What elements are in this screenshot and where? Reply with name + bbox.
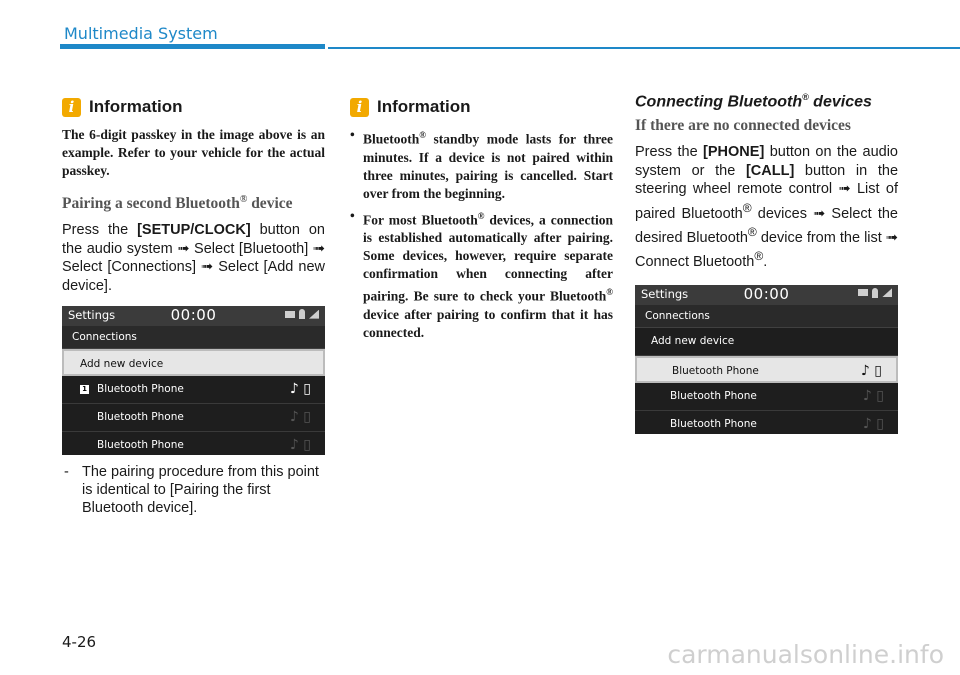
screen-title: Settings [68,308,116,323]
signal-icon [882,288,892,297]
watermark: carmanualsonline.info [667,640,944,669]
music-phone-icon: ♪ ▯ [860,362,882,379]
no-connected-heading: If there are no connected devices [635,117,851,135]
setup-clock-button-label: [SETUP/CLOCK] [137,222,251,239]
status-icons [858,288,892,298]
info-heading [350,96,613,118]
connecting-instructions: Press the [PHONE] button on the audio system or the [CALL] button in the steering wheel remote control ➟ List of paired Bluetooth® devices ➟ Select the desired Bluetooth® device from the list ➟ Connect Bluetooth®. [635,144,899,271]
screen-title: Settings [641,286,689,301]
column-right [635,92,898,434]
bluetooth-icon [872,288,878,298]
column-middle [350,96,613,346]
device-list-item[interactable]: Bluetooth Phone ♪ ▯ [635,383,898,411]
header-rule-thin [328,47,960,49]
screen-clock: 00:00 [743,284,790,303]
phone-button-label: [PHONE] [703,144,765,161]
music-phone-icon: ♪ ▯ [862,415,884,432]
connections-section: Connections [62,326,325,349]
device-list-item[interactable]: Bluetooth Phone ♪ ▯ [62,404,325,432]
add-new-device-item[interactable]: Add new device [635,328,898,356]
device-list-item[interactable]: 1 Bluetooth Phone ♪ ▯ [62,376,325,404]
music-phone-icon: ♪ ▯ [289,409,311,426]
page-number: 4-26 [62,633,97,651]
bluetooth-icon [299,309,305,319]
connections-section: Connections [635,305,898,328]
call-button-label: [CALL] [745,162,795,179]
bullet-standby: • Bluetooth® standby mode lasts for three minutes. If a device is not paired within three minutes, pairing is cancelled. Start over from the beginning. [350,126,613,203]
info-bullet-list [350,126,613,342]
pairing-second-heading: Pairing a second Bluetooth® device [62,194,293,213]
device-list-item[interactable]: Bluetooth Phone ♪ ▯ [635,411,898,434]
info-title: Information [377,97,471,116]
settings-screen-1 [62,306,325,455]
signal-icon [309,310,319,319]
info-icon: i [350,98,369,117]
bullet-connection: • For most Bluetooth® devices, a connection is established automatically after pairing. Some devices, however, require separate confirmation when connecting after pairing. Be sure to check your Bluetooth® device after pairing to confirm that it has connected. [350,207,613,342]
music-phone-icon: ♪ ▯ [289,381,311,398]
music-phone-icon: ♪ ▯ [862,387,884,404]
info-icon: i [62,98,81,117]
music-phone-icon: ♪ ▯ [289,437,311,454]
info-heading [62,96,325,118]
info-text: The 6-digit passkey in the image above is an example. Refer to your vehicle for the actual passkey. [62,127,325,178]
connecting-heading: Connecting Bluetooth® devices [635,92,872,111]
battery-icon [285,311,295,318]
add-new-device-item[interactable]: Add new device [62,349,325,376]
status-icons [285,309,319,319]
pairing-second-instructions: Press the [SETUP/CLOCK] button on the audio system ➟ Select [Bluetooth] ➟ Select [Connections] ➟ Select [Add new device]. [62,222,325,294]
settings-screen-2 [635,285,898,434]
device-list-item[interactable]: Bluetooth Phone ♪ ▯ [635,356,898,383]
screen-clock: 00:00 [170,306,217,325]
column-left [62,96,325,517]
screen-status-bar [62,306,325,326]
device-number-badge: 1 [80,385,89,394]
pairing-note: - The pairing procedure from this point is identical to [Pairing the first Bluetooth device]. [64,464,319,517]
device-list-item[interactable]: Bluetooth Phone ♪ ▯ [62,432,325,455]
header-rule-thick [60,44,325,49]
info-title: Information [89,97,183,116]
section-title: Multimedia System [64,24,218,43]
battery-icon [858,289,868,296]
screen-status-bar [635,285,898,305]
